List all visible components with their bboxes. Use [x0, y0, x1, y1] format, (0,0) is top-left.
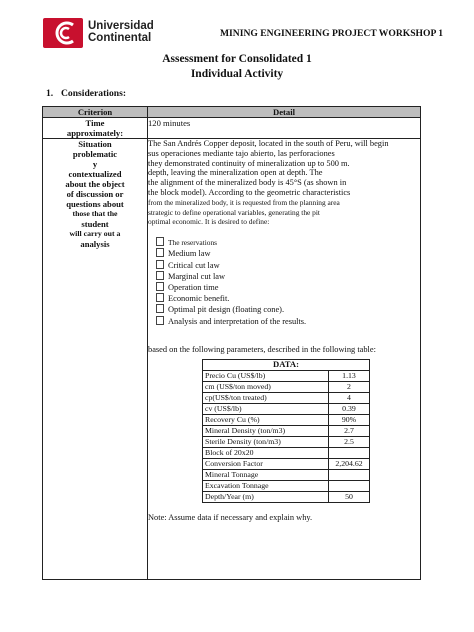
- checkbox-icon: [156, 260, 164, 269]
- table-row: [203, 436, 370, 447]
- data-value: [329, 447, 370, 458]
- checklist-item: [156, 293, 420, 304]
- section-heading: [46, 88, 126, 99]
- checklist-item-label: Critical cut law: [168, 260, 220, 270]
- situation-label-line: questions about: [66, 199, 124, 209]
- paragraph-line: the alignment of the mineralized body is 45°S (as shown in: [148, 178, 347, 188]
- situation-label-line: student: [81, 219, 109, 229]
- checkbox-icon: [156, 293, 164, 302]
- course-name: MINING ENGINEERING PROJECT WORKSHOP 1: [220, 28, 443, 39]
- checklist-item-label: The reservations: [168, 238, 218, 248]
- checklist-item-label: Optimal pit design (floating cone).: [168, 305, 285, 315]
- time-row: [43, 118, 421, 139]
- data-table-header: [203, 359, 370, 370]
- checkbox-icon: [156, 282, 164, 291]
- checkbox-icon: [156, 248, 164, 257]
- checklist-item: [156, 282, 420, 293]
- paragraph-line: they demonstrated continuity of mineralization up to 500 m.: [148, 158, 350, 168]
- checklist-item-label: Economic benefit.: [168, 294, 230, 304]
- data-value: 2,204.62: [329, 458, 370, 469]
- paragraph-line: depth, leaving the mineralization open at depth. The: [148, 168, 323, 178]
- logo-text-line1: Universidad: [88, 20, 154, 32]
- paragraph-line: optimal economic. It is desired to define:: [148, 217, 270, 227]
- data-table-title: DATA:: [203, 359, 370, 370]
- table-row: [203, 469, 370, 480]
- data-value: 0.39: [329, 403, 370, 414]
- page-title: Assessment for Consolidated 1: [162, 53, 312, 65]
- situation-label-line: analysis: [80, 239, 110, 249]
- table-row: [203, 370, 370, 381]
- data-label: Block of 20x20: [203, 447, 329, 458]
- data-value: [329, 469, 370, 480]
- situation-label: [43, 139, 148, 580]
- data-table: [202, 359, 370, 503]
- checklist-item: [156, 237, 420, 248]
- data-value: 2: [329, 381, 370, 392]
- section-label: Considerations:: [61, 88, 127, 99]
- data-value: [329, 480, 370, 491]
- time-value: 120 minutes: [148, 118, 421, 139]
- table-row: [203, 458, 370, 469]
- data-label: Conversion Factor: [203, 458, 329, 469]
- page-subtitle: Individual Activity: [190, 68, 284, 80]
- data-label: Sterile Density (ton/m3): [203, 436, 329, 447]
- situation-label-line: will carry out a: [69, 229, 121, 238]
- checklist-item-label: Marginal cut law: [168, 271, 226, 281]
- paragraph-line: The San Andrés Copper deposit, located in the south of Peru, will begin: [148, 139, 389, 148]
- data-label: Mineral Tonnage: [203, 469, 329, 480]
- table-row: [203, 403, 370, 414]
- situation-label-line: of discussion or: [66, 189, 124, 199]
- data-value: 90%: [329, 414, 370, 425]
- paragraph-line: sus operaciones mediante tajo abierto, las perforaciones: [148, 148, 335, 158]
- objectives-checklist: [156, 237, 420, 327]
- checkbox-icon: [156, 304, 164, 313]
- table-row: [203, 480, 370, 491]
- situation-label-line: about the object: [65, 179, 125, 189]
- checklist-item-label: Analysis and interpretation of the results.: [168, 316, 307, 326]
- data-label: Depth/Year (m): [203, 491, 329, 502]
- data-value: 2.5: [329, 436, 370, 447]
- time-label-line1: Time: [85, 118, 105, 128]
- parameters-intro: based on the following parameters, described in the following table:: [148, 344, 376, 354]
- data-label: cv (US$/lb): [203, 403, 329, 414]
- data-value: 50: [329, 491, 370, 502]
- data-label: Mineral Density (ton/m3): [203, 425, 329, 436]
- checkbox-icon: [156, 271, 164, 280]
- situation-detail: [148, 139, 421, 580]
- data-label: Excavation Tonnage: [203, 480, 329, 491]
- section-number: 1.: [46, 88, 54, 99]
- checklist-item: [156, 271, 420, 282]
- table-row: [203, 381, 370, 392]
- checklist-item: [156, 248, 420, 259]
- paragraph-line: the block model). According to the geometric characteristics: [148, 187, 351, 197]
- detail-header: Detail: [148, 107, 421, 118]
- situation-label-line: those that the: [72, 209, 118, 218]
- data-label: Precio Cu (US$/lb): [203, 370, 329, 381]
- checkbox-icon: [156, 316, 164, 325]
- situation-label-line: contextualized: [68, 169, 122, 179]
- data-label: Recovery Cu (%): [203, 414, 329, 425]
- logo-mark-icon: [43, 18, 83, 48]
- time-label-line2: approximately:: [66, 128, 124, 138]
- table-header-row: [43, 107, 421, 118]
- situation-label-line: y: [92, 159, 98, 169]
- criterion-header: Criterion: [43, 107, 148, 118]
- data-value: 2.7: [329, 425, 370, 436]
- time-label: [43, 118, 148, 139]
- data-label: cp(US$/ton treated): [203, 392, 329, 403]
- checklist-item: [156, 260, 420, 271]
- data-value: 4: [329, 392, 370, 403]
- note-text: Note: Assume data if necessary and explain why.: [148, 512, 313, 522]
- situation-label-line: Situation: [78, 139, 112, 149]
- data-value: 1.13: [329, 370, 370, 381]
- checklist-item-label: Medium law: [168, 249, 211, 259]
- situation-label-line: problematic: [72, 149, 118, 159]
- considerations-table: [42, 106, 421, 580]
- table-row: [203, 414, 370, 425]
- logo-text-line2: Continental: [88, 32, 152, 44]
- checklist-item: [156, 316, 420, 327]
- data-label: cm (US$/ton moved): [203, 381, 329, 392]
- situation-row: [43, 139, 421, 580]
- checklist-item: [156, 304, 420, 315]
- table-row: [203, 392, 370, 403]
- checklist-item-label: Operation time: [168, 282, 219, 292]
- paragraph-line: from the mineralized body, it is requested from the planning area: [148, 197, 340, 207]
- university-logo: [43, 18, 193, 48]
- checkbox-icon: [156, 237, 164, 246]
- table-row: [203, 425, 370, 436]
- paragraph-line: strategic to define operational variables, generating the pit: [148, 207, 320, 217]
- table-row: [203, 491, 370, 502]
- table-row: [203, 447, 370, 458]
